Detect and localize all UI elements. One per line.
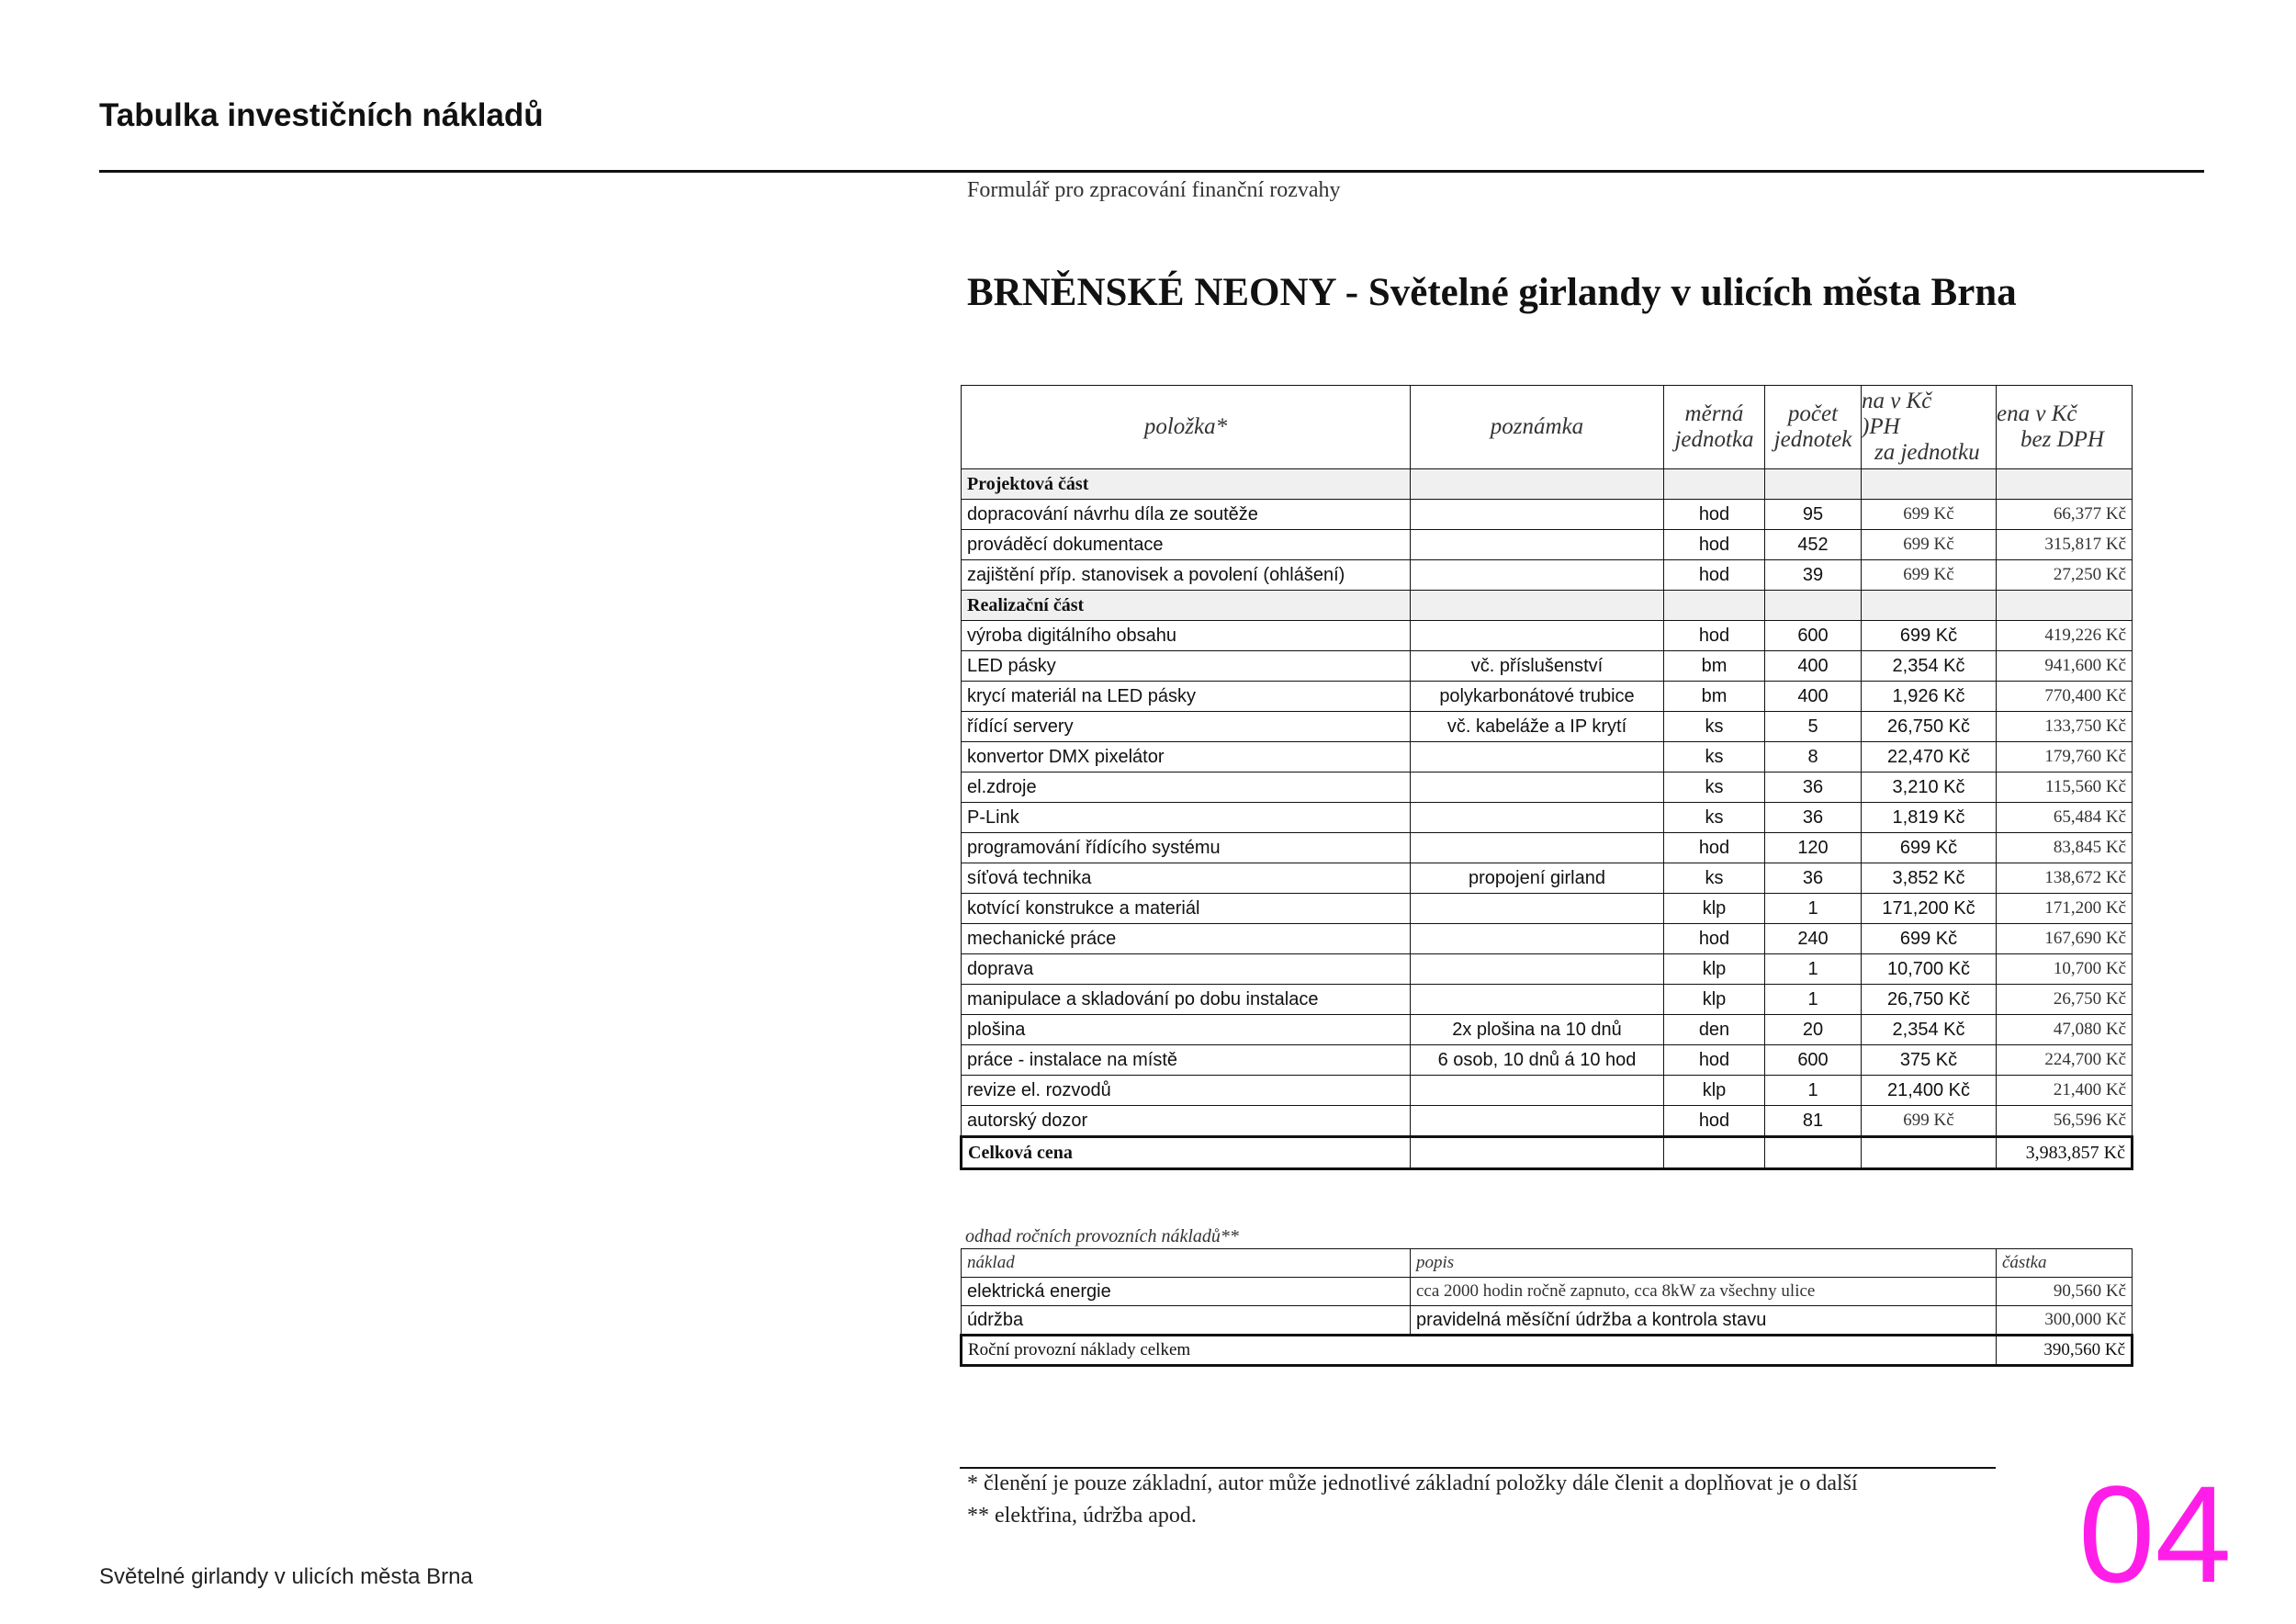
section-row xyxy=(962,591,2133,621)
note-cell xyxy=(1411,530,1664,560)
item-cell: krycí materiál na LED pásky xyxy=(962,682,1411,712)
unit-cell: den xyxy=(1664,1015,1765,1045)
unit-price-cell: 21,400 Kč xyxy=(1862,1076,1997,1106)
count-cell: 20 xyxy=(1765,1015,1862,1045)
total-cell: 47,080 Kč xyxy=(1997,1015,2133,1045)
ops-total-value: 390,560 Kč xyxy=(1997,1336,2133,1366)
form-label: Formulář pro zpracování finanční rozvahy xyxy=(967,178,1341,202)
unit-cell: hod xyxy=(1664,833,1765,863)
empty-cell xyxy=(1862,469,1997,500)
note-cell xyxy=(1411,560,1664,591)
empty-cell xyxy=(1765,1137,1862,1169)
unit-cell: hod xyxy=(1664,1045,1765,1076)
unit-cell: klp xyxy=(1664,985,1765,1015)
document-title: BRNĚNSKÉ NEONY - Světelné girlandy v ulicích města Brna xyxy=(967,271,2017,314)
operating-cost-table xyxy=(960,1248,2133,1367)
count-cell: 95 xyxy=(1765,500,1862,530)
unit-price-cell: 2,354 Kč xyxy=(1862,651,1997,682)
empty-cell xyxy=(1411,1137,1664,1169)
total-cell: 167,690 Kč xyxy=(1997,924,2133,954)
unit-cell: hod xyxy=(1664,924,1765,954)
table-row xyxy=(962,1106,2133,1137)
section-row xyxy=(962,469,2133,500)
table-row xyxy=(962,651,2133,682)
unit-cell: hod xyxy=(1664,500,1765,530)
total-cell: 66,377 Kč xyxy=(1997,500,2133,530)
total-cell: 419,226 Kč xyxy=(1997,621,2133,651)
header-note: poznámka xyxy=(1411,386,1664,469)
count-cell: 452 xyxy=(1765,530,1862,560)
item-cell: řídící servery xyxy=(962,712,1411,742)
empty-cell xyxy=(1862,1137,1997,1169)
total-label: Celková cena xyxy=(962,1137,1411,1169)
table-row xyxy=(962,682,2133,712)
note-cell: polykarbonátové trubice xyxy=(1411,682,1664,712)
note-cell xyxy=(1411,773,1664,803)
item-cell: revize el. rozvodů xyxy=(962,1076,1411,1106)
empty-cell xyxy=(1765,469,1862,500)
note-cell xyxy=(1411,894,1664,924)
count-cell: 1 xyxy=(1765,894,1862,924)
table-row xyxy=(962,954,2133,985)
count-cell: 81 xyxy=(1765,1106,1862,1137)
item-cell: autorský dozor xyxy=(962,1106,1411,1137)
note-cell xyxy=(1411,833,1664,863)
header-total-price: ena v Kč bez DPH xyxy=(1997,386,2133,469)
ops-header-amount: částka xyxy=(1997,1249,2133,1278)
note-cell: vč. kabeláže a IP krytí xyxy=(1411,712,1664,742)
note-cell: vč. příslušenství xyxy=(1411,651,1664,682)
empty-cell xyxy=(1664,591,1765,621)
footnote-2: ** elektřina, údržba apod. xyxy=(967,1504,1197,1528)
total-cell: 133,750 Kč xyxy=(1997,712,2133,742)
count-cell: 1 xyxy=(1765,954,1862,985)
item-cell: LED pásky xyxy=(962,651,1411,682)
unit-cell: bm xyxy=(1664,651,1765,682)
table-row xyxy=(962,1015,2133,1045)
ops-amount-cell: 300,000 Kč xyxy=(1997,1306,2133,1336)
unit-cell: ks xyxy=(1664,863,1765,894)
count-cell: 8 xyxy=(1765,742,1862,773)
item-cell: síťová technika xyxy=(962,863,1411,894)
table-row xyxy=(962,773,2133,803)
operating-cost-body xyxy=(962,1249,2133,1366)
investment-cost-table xyxy=(960,385,2133,1170)
total-cell: 65,484 Kč xyxy=(1997,803,2133,833)
unit-price-cell: 171,200 Kč xyxy=(1862,894,1997,924)
total-cell: 26,750 Kč xyxy=(1997,985,2133,1015)
unit-cell: hod xyxy=(1664,621,1765,651)
unit-price-cell: 3,210 Kč xyxy=(1862,773,1997,803)
note-cell: propojení girland xyxy=(1411,863,1664,894)
unit-cell: klp xyxy=(1664,954,1765,985)
count-cell: 36 xyxy=(1765,803,1862,833)
top-divider xyxy=(99,170,2204,173)
total-cell: 138,672 Kč xyxy=(1997,863,2133,894)
note-cell xyxy=(1411,742,1664,773)
unit-cell: ks xyxy=(1664,803,1765,833)
total-cell: 179,760 Kč xyxy=(1997,742,2133,773)
note-cell xyxy=(1411,803,1664,833)
item-cell: manipulace a skladování po dobu instalace xyxy=(962,985,1411,1015)
table-row xyxy=(962,1278,2133,1306)
unit-cell: ks xyxy=(1664,742,1765,773)
unit-price-cell: 1,819 Kč xyxy=(1862,803,1997,833)
unit-price-cell: 1,926 Kč xyxy=(1862,682,1997,712)
ops-desc-cell: pravidelná měsíční údržba a kontrola stavu xyxy=(1411,1306,1997,1336)
cost-table-body xyxy=(962,469,2133,1169)
table-row xyxy=(962,712,2133,742)
unit-price-cell: 26,750 Kč xyxy=(1862,985,1997,1015)
page-title: Tabulka investičních nákladů xyxy=(99,97,544,133)
table-row xyxy=(962,500,2133,530)
empty-cell xyxy=(1862,591,1997,621)
table-row xyxy=(962,621,2133,651)
count-cell: 240 xyxy=(1765,924,1862,954)
item-cell: práce - instalace na místě xyxy=(962,1045,1411,1076)
table-row xyxy=(962,530,2133,560)
empty-cell xyxy=(1765,591,1862,621)
count-cell: 600 xyxy=(1765,1045,1862,1076)
total-row xyxy=(962,1137,2133,1169)
unit-price-cell: 2,354 Kč xyxy=(1862,1015,1997,1045)
table-row xyxy=(962,924,2133,954)
ops-total-label: Roční provozní náklady celkem xyxy=(962,1336,1997,1366)
count-cell: 1 xyxy=(1765,1076,1862,1106)
total-cell: 315,817 Kč xyxy=(1997,530,2133,560)
unit-cell: hod xyxy=(1664,530,1765,560)
unit-cell: klp xyxy=(1664,894,1765,924)
total-cell: 21,400 Kč xyxy=(1997,1076,2133,1106)
item-cell: doprava xyxy=(962,954,1411,985)
ops-header-row xyxy=(962,1249,2133,1278)
item-cell: P-Link xyxy=(962,803,1411,833)
empty-cell xyxy=(1664,1137,1765,1169)
ops-desc-cell: cca 2000 hodin ročně zapnuto, cca 8kW za všechny ulice xyxy=(1411,1278,1997,1306)
note-cell xyxy=(1411,924,1664,954)
operating-costs-label: odhad ročních provozních nákladů** xyxy=(965,1226,1239,1246)
unit-price-cell: 3,852 Kč xyxy=(1862,863,1997,894)
empty-cell xyxy=(1997,469,2133,500)
total-cell: 10,700 Kč xyxy=(1997,954,2133,985)
note-cell xyxy=(1411,621,1664,651)
table-row xyxy=(962,985,2133,1015)
note-cell xyxy=(1411,500,1664,530)
count-cell: 400 xyxy=(1765,682,1862,712)
unit-cell: ks xyxy=(1664,773,1765,803)
empty-cell xyxy=(1411,469,1664,500)
total-cell: 83,845 Kč xyxy=(1997,833,2133,863)
item-cell: kotvící konstrukce a materiál xyxy=(962,894,1411,924)
note-cell xyxy=(1411,1106,1664,1137)
count-cell: 5 xyxy=(1765,712,1862,742)
unit-cell: ks xyxy=(1664,712,1765,742)
ops-cost-cell: elektrická energie xyxy=(962,1278,1411,1306)
unit-price-cell: 699 Kč xyxy=(1862,560,1997,591)
note-cell xyxy=(1411,954,1664,985)
total-cell: 27,250 Kč xyxy=(1997,560,2133,591)
unit-price-cell: 22,470 Kč xyxy=(1862,742,1997,773)
item-cell: prováděcí dokumentace xyxy=(962,530,1411,560)
count-cell: 36 xyxy=(1765,773,1862,803)
total-cell: 171,200 Kč xyxy=(1997,894,2133,924)
table-row xyxy=(962,1306,2133,1336)
unit-price-cell: 26,750 Kč xyxy=(1862,712,1997,742)
item-cell: el.zdroje xyxy=(962,773,1411,803)
count-cell: 600 xyxy=(1765,621,1862,651)
unit-cell: klp xyxy=(1664,1076,1765,1106)
item-cell: plošina xyxy=(962,1015,1411,1045)
unit-price-cell: 699 Kč xyxy=(1862,621,1997,651)
unit-cell: hod xyxy=(1664,560,1765,591)
ops-total-row xyxy=(962,1336,2133,1366)
total-value: 3,983,857 Kč xyxy=(1997,1137,2133,1169)
total-cell: 941,600 Kč xyxy=(1997,651,2133,682)
ops-cost-cell: údržba xyxy=(962,1306,1411,1336)
total-cell: 224,700 Kč xyxy=(1997,1045,2133,1076)
ops-header-cost: náklad xyxy=(962,1249,1411,1278)
total-cell: 115,560 Kč xyxy=(1997,773,2133,803)
count-cell: 36 xyxy=(1765,863,1862,894)
note-cell xyxy=(1411,1076,1664,1106)
header-count: počet jednotek xyxy=(1765,386,1862,469)
ops-amount-cell: 90,560 Kč xyxy=(1997,1278,2133,1306)
table-row xyxy=(962,894,2133,924)
table-row xyxy=(962,833,2133,863)
table-row xyxy=(962,803,2133,833)
note-cell: 6 osob, 10 dnů á 10 hod xyxy=(1411,1045,1664,1076)
count-cell: 400 xyxy=(1765,651,1862,682)
item-cell: programování řídícího systému xyxy=(962,833,1411,863)
item-cell: konvertor DMX pixelátor xyxy=(962,742,1411,773)
cost-table-header xyxy=(962,386,2133,469)
header-unit: měrná jednotka xyxy=(1664,386,1765,469)
note-cell: 2x plošina na 10 dnů xyxy=(1411,1015,1664,1045)
item-cell: výroba digitálního obsahu xyxy=(962,621,1411,651)
item-cell: dopracování návrhu díla ze soutěže xyxy=(962,500,1411,530)
unit-price-cell: 699 Kč xyxy=(1862,530,1997,560)
empty-cell xyxy=(1664,469,1765,500)
unit-price-cell: 699 Kč xyxy=(1862,924,1997,954)
table-row xyxy=(962,742,2133,773)
ops-header-desc: popis xyxy=(1411,1249,1997,1278)
total-cell: 770,400 Kč xyxy=(1997,682,2133,712)
unit-price-cell: 10,700 Kč xyxy=(1862,954,1997,985)
section-title: Realizační část xyxy=(962,591,1411,621)
unit-cell: bm xyxy=(1664,682,1765,712)
footnote-1: * členění je pouze základní, autor může jednotlivé základní položky dále členit a doplňovat je o další xyxy=(967,1472,1858,1495)
count-cell: 1 xyxy=(1765,985,1862,1015)
table-row xyxy=(962,1076,2133,1106)
table-row xyxy=(962,560,2133,591)
header-unit-price: na v Kč )PH za jednotku xyxy=(1862,386,1997,469)
table-row xyxy=(962,1045,2133,1076)
unit-price-cell: 375 Kč xyxy=(1862,1045,1997,1076)
unit-cell: hod xyxy=(1664,1106,1765,1137)
empty-cell xyxy=(1411,591,1664,621)
table-row xyxy=(962,863,2133,894)
unit-price-cell: 699 Kč xyxy=(1862,833,1997,863)
total-cell: 56,596 Kč xyxy=(1997,1106,2133,1137)
footer-text: Světelné girlandy v ulicích města Brna xyxy=(99,1564,473,1589)
unit-price-cell: 699 Kč xyxy=(1862,1106,1997,1137)
section-title: Projektová část xyxy=(962,469,1411,500)
unit-price-cell: 699 Kč xyxy=(1862,500,1997,530)
header-item: položka* xyxy=(962,386,1411,469)
item-cell: mechanické práce xyxy=(962,924,1411,954)
footnote-divider xyxy=(960,1467,1996,1469)
count-cell: 120 xyxy=(1765,833,1862,863)
note-cell xyxy=(1411,985,1664,1015)
item-cell: zajištění příp. stanovisek a povolení (ohlášení) xyxy=(962,560,1411,591)
count-cell: 39 xyxy=(1765,560,1862,591)
page-number: 04 xyxy=(2078,1457,2232,1611)
empty-cell xyxy=(1997,591,2133,621)
